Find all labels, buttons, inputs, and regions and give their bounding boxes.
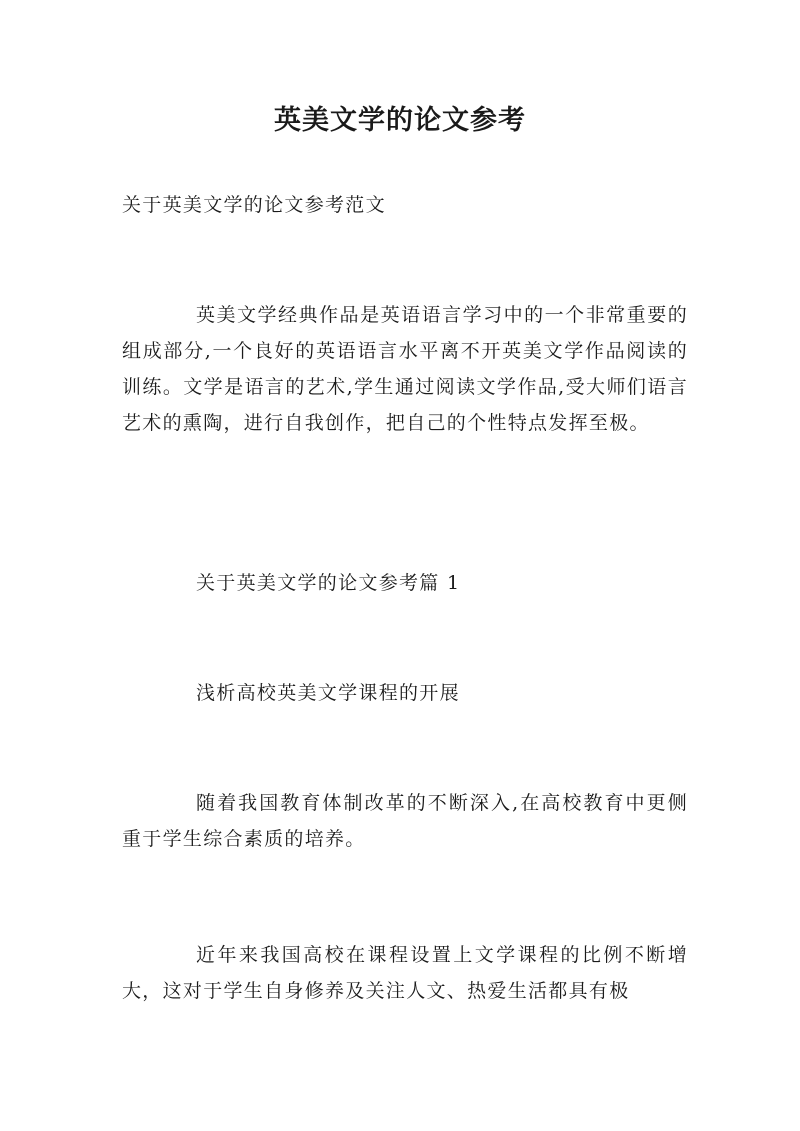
paragraph-1: 随着我国教育体制改革的不断深入,在高校教育中更侧重于学生综合素质的培养。 [122, 792, 688, 850]
intro-paragraph: 英美文学经典作品是英语语言学习中的一个非常重要的组成部分,一个良好的英语语言水平离不开英美文学作品阅读的训练。文学是语言的艺术,学生通过阅读文学作品,受大师们语言艺术的熏陶，进行自我创作，把自己的个性特点发挥至极。 [122, 304, 688, 434]
document-title: 英美文学的论文参考 [274, 105, 526, 136]
paragraph-2: 近年来我国高校在课程设置上文学课程的比例不断增大，这对于学生自身修养及关注人文、热爱生活都具有极 [122, 944, 688, 1002]
document-subtitle: 关于英美文学的论文参考范文 [122, 194, 386, 216]
section-heading: 关于英美文学的论文参考篇 1 [196, 572, 461, 594]
article-title: 浅析高校英美文学课程的开展 [196, 682, 460, 704]
